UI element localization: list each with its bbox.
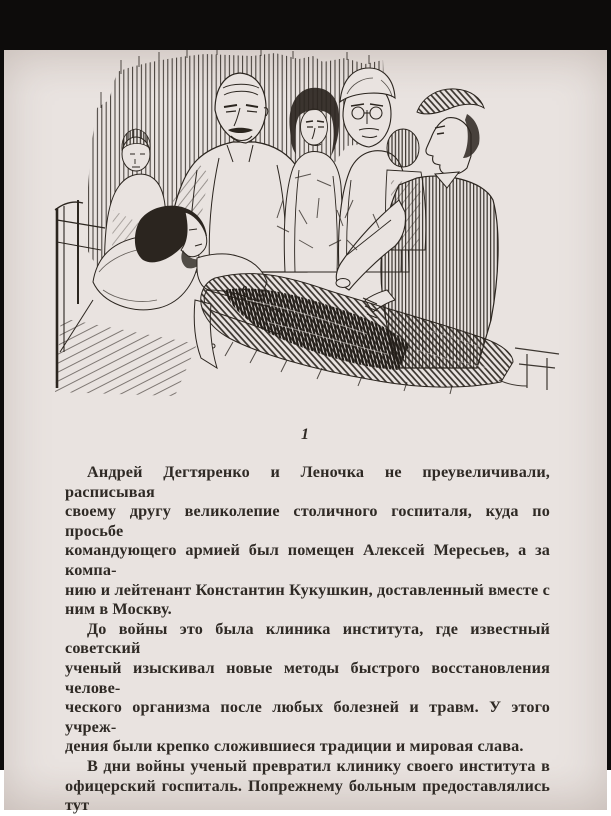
text-line: ученый изыскивал новые методы быстрого восстановления челове- xyxy=(65,658,550,697)
text-line: До войны это была клиника института, где известный советский xyxy=(65,619,550,658)
text-line: офицерский госпиталь. Попрежнему больным предоставлялись тут xyxy=(65,776,550,815)
text-line: своему другу великолепие столичного госпиталя, куда по просьбе xyxy=(65,502,550,540)
floor-hatching xyxy=(55,318,197,396)
chapter-number: 1 xyxy=(301,426,310,443)
text-line: командующего армией был помещен Алексей Мересьев, а за компа- xyxy=(65,541,550,579)
text-line: ческого организма после любых болезней и травм. У этого учреж- xyxy=(65,698,550,736)
paragraph xyxy=(65,757,550,816)
text-line: ним в Москву. xyxy=(65,600,172,619)
text-line: В дни войны ученый превратил клинику своего института в xyxy=(87,756,550,775)
figure-woman xyxy=(284,88,342,272)
hospital-ward-illustration xyxy=(47,50,567,400)
body-text xyxy=(65,463,550,816)
illustration-drawing xyxy=(47,50,567,400)
book-page xyxy=(4,50,607,815)
text-line: Андрей Дегтяренко и Леночка не преувеличивали, расписывая xyxy=(65,463,550,501)
text-line: дения были крепко сложившиеся традиции и мировая слава. xyxy=(65,737,524,756)
paragraph xyxy=(65,620,550,757)
text-line: нию и лейтенант Константин Кукушкин, доставленный вместе с xyxy=(65,580,550,599)
paragraph xyxy=(65,463,550,620)
